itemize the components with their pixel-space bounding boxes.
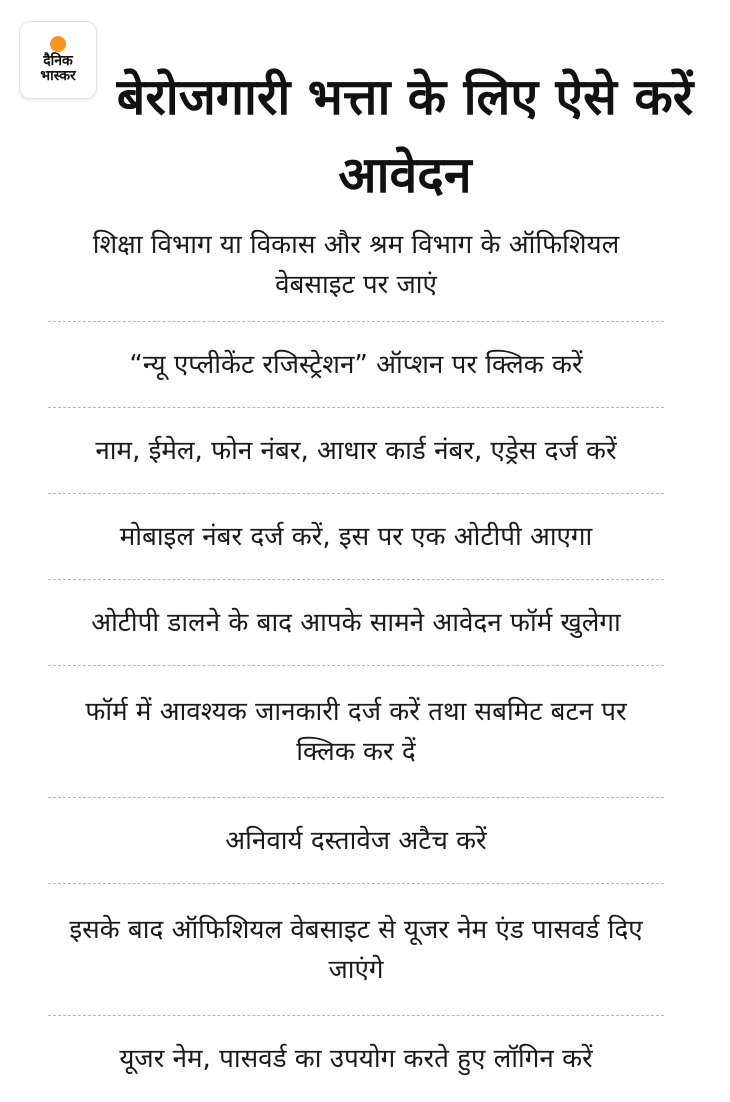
dainik-bhaskar-logo	[20, 22, 96, 98]
step-item	[48, 1016, 664, 1102]
step-text: फॉर्म में आवश्यक जानकारी दर्ज करें तथा सबमिट बटन पर क्लिक कर दें	[85, 696, 627, 767]
step-item	[48, 494, 664, 580]
steps-list	[0, 208, 730, 1102]
step-item	[48, 666, 664, 798]
step-text: मोबाइल नंबर दर्ज करें, इस पर एक ओटीपी आएगा	[119, 521, 593, 552]
step-text: शिक्षा विभाग या विकास और श्रम विभाग के ऑफिशियल वेबसाइट पर जाएं	[92, 229, 620, 300]
step-text: अनिवार्य दस्तावेज अटैच करें	[225, 825, 487, 856]
step-item	[48, 884, 664, 1016]
step-item	[48, 408, 664, 494]
logo-line-1: दैनिक	[43, 53, 73, 69]
step-text: इसके बाद ऑफिशियल वेबसाइट से यूजर नेम एंड पासवर्ड दिए जाएंगे	[69, 914, 643, 985]
logo-line-2: भास्कर	[40, 68, 76, 84]
step-item	[48, 322, 664, 408]
page-title: बेरोजगारी भत्ता के लिए ऐसे करें आवेदन	[116, 67, 694, 204]
step-text: नाम, ईमेल, फोन नंबर, आधार कार्ड नंबर, एड्रेस दर्ज करें	[95, 435, 617, 466]
step-item	[48, 208, 664, 322]
step-text: “न्यू एप्लीकेंट रजिस्ट्रेशन” ऑप्शन पर क्लिक करें	[129, 349, 583, 380]
step-text: यूजर नेम, पासवर्ड का उपयोग करते हुए लॉगिन करें	[119, 1044, 593, 1074]
step-item	[48, 580, 664, 666]
sun-icon	[50, 36, 66, 52]
step-item	[48, 798, 664, 884]
step-text: ओटीपी डालने के बाद आपके सामने आवेदन फॉर्म खुलेगा	[91, 607, 621, 638]
